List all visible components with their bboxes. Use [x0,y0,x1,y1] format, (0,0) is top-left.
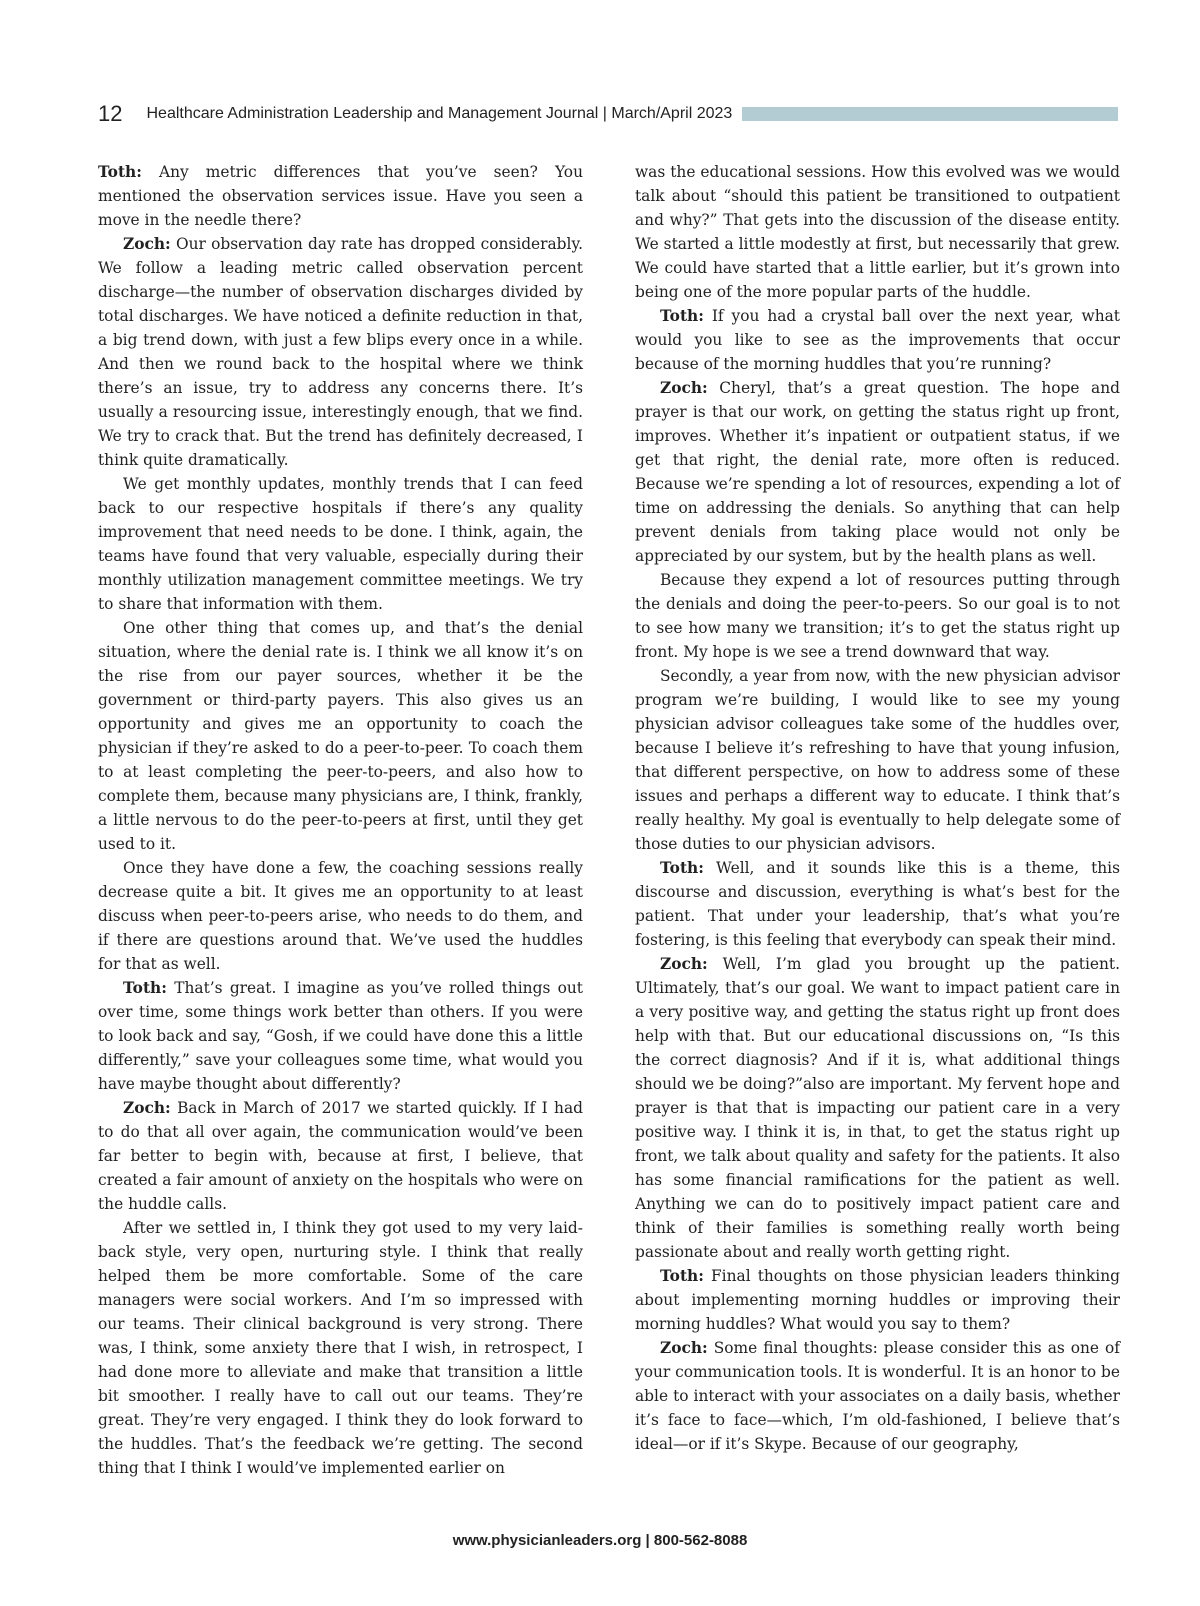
page-header [98,100,1118,128]
paragraph [98,856,583,976]
paragraph-text: Some final thoughts: please consider this as one of your communication tools. It is wonderful. It is an honor to be able to interact with your associates on a daily basis, whether it’s face to face—which, I’m old-fashioned, I believe that’s ideal—or if it’s Skype. Because of our geography, [635,1339,1120,1453]
paragraph [635,304,1120,376]
paragraph-text: Once they have done a few, the coaching sessions really decrease quite a bit. It gives me an opportunity to at least discuss when peer-to-peers arise, who needs to do them, and if there are questions around that. We’ve used the huddles for that as well. [98,859,583,973]
speaker-label: Toth: [123,979,167,997]
speaker-label: Zoch: [123,1099,171,1117]
paragraph [635,160,1120,304]
paragraph-text: Final thoughts on those physician leaders thinking about implementing morning huddles or improving their morning huddles? What would you say to them? [635,1267,1120,1333]
article-body [98,160,1120,1510]
paragraph-text: Back in March of 2017 we started quickly. If I had to do that all over again, the communication would’ve been far better to begin with, because at first, I believe, that created a fair amount of anxiety on the hospitals who were on the huddle calls. [98,1099,583,1213]
paragraph [635,568,1120,664]
paragraph-text: Any metric differences that you’ve seen? You mentioned the observation services issue. Have you seen a move in the needle there? [98,163,583,229]
speaker-label: Toth: [98,163,142,181]
paragraph-text: Cheryl, that’s a great question. The hope and prayer is that our work, on getting the status right up front, improves. Whether it’s inpatient or outpatient status, if we get that right, the denial rate, more often is reduced. Because we’re spending a lot of resources, expending a lot of time on addressing the denials. So anything that can help prevent denials from taking place would not only be appreciated by our system, but by the health plans as well. [635,379,1120,565]
paragraph [98,232,583,472]
page-number: 12 [98,101,123,126]
speaker-label: Zoch: [660,955,708,973]
speaker-label: Zoch: [660,1339,708,1357]
paragraph [635,376,1120,568]
left-column [98,160,583,1510]
header-accent-bar [742,107,1118,121]
paragraph-text: We get monthly updates, monthly trends that I can feed back to our respective hospitals if there’s any quality improvement that need needs to be done. I think, again, the teams have found that very valuable, especially during their monthly utilization management committee meetings. We try to share that information with them. [98,475,583,613]
paragraph [98,616,583,856]
speaker-label: Toth: [660,859,704,877]
journal-title: Healthcare Administration Leadership and Management Journal | March/April 2023 [146,105,733,122]
paragraph [98,160,583,232]
paragraph-text: If you had a crystal ball over the next year, what would you like to see as the improvements that occur because of the morning huddles that you’re running? [635,307,1120,373]
paragraph-text: Because they expend a lot of resources putting through the denials and doing the peer-to-peers. So our goal is to not to see how many we transition; it’s to get the status right up front. My hope is we see a trend downward that way. [635,571,1120,661]
paragraph [635,1264,1120,1336]
paragraph-text: That’s great. I imagine as you’ve rolled things out over time, some things work better than others. If you were to look back and say, “Gosh, if we could have done this a little differently,” save your colleagues some time, what would you have maybe thought about differently? [98,979,583,1093]
paragraph-text: Well, I’m glad you brought up the patient. Ultimately, that’s our goal. We want to impact patient care in a very positive way, and getting the status right up front does help with that. But our educational discussions on, “Is this the correct diagnosis? And if it is, what additional things should we be doing?”also are important. My fervent hope and prayer is that that is impacting our patient care in a very positive way. I think it is, in that, to get the status right up front, we talk about quality and safety for the patients. It also has some financial ramifications for the patient as well. Anything we can do to positively impact patient care and think of their families is something really worth being passionate about and really worth getting right. [635,955,1120,1261]
page-footer: www.physicianleaders.org | 800-562-8088 [452,1532,748,1549]
right-column [635,160,1120,1510]
paragraph [98,1096,583,1216]
paragraph-text: was the educational sessions. How this evolved was we would talk about “should this patient be transitioned to outpatient and why?” That gets into the discussion of the disease entity. We started a little modestly at first, but necessarily that grew. We could have started that a little earlier, but it’s grown into being one of the more popular parts of the huddle. [635,163,1120,301]
speaker-label: Toth: [660,1267,704,1285]
paragraph [635,1336,1120,1456]
paragraph-text: Our observation day rate has dropped considerably. We follow a leading metric called observation percent discharge—the number of observation discharges divided by total discharges. We have noticed a definite reduction in that, a big trend down, with just a few blips every once in a while. And then we round back to the hospital where we think there’s an issue, try to address any concerns there. It’s usually a resourcing issue, interestingly enough, that we find. We try to crack that. But the trend has definitely decreased, I think quite dramatically. [98,235,583,469]
paragraph-text: Well, and it sounds like this is a theme, this discourse and discussion, everything is what’s best for the patient. That under your leadership, that’s what you’re fostering, is this feeling that everybody can speak their mind. [635,859,1120,949]
paragraph-text: Secondly, a year from now, with the new physician advisor program we’re building, I would like to see my young physician advisor colleagues take some of the huddles over, because I believe it’s refreshing to have that young infusion, that different perspective, on how to address some of these issues and perhaps a different way to educate. I think that’s really healthy. My goal is eventually to help delegate some of those duties to our physician advisors. [635,667,1120,853]
paragraph [635,952,1120,1264]
paragraph [635,664,1120,856]
speaker-label: Zoch: [660,379,708,397]
paragraph [98,472,583,616]
paragraph [98,976,583,1096]
speaker-label: Toth: [660,307,704,325]
paragraph [98,1216,583,1480]
paragraph-text: After we settled in, I think they got used to my very laid-back style, very open, nurturing style. I think that really helped them be more comfortable. Some of the care managers were social workers. And I’m so impressed with our teams. Their clinical background is very strong. There was, I think, some anxiety there that I wish, in retrospect, I had done more to alleviate and make that transition a little bit smoother. I really have to call out our teams. They’re great. They’re very engaged. I think they do look forward to the huddles. That’s the feedback we’re getting. The second thing that I think I would’ve implemented earlier on [98,1219,583,1477]
paragraph-text: One other thing that comes up, and that’s the denial situation, where the denial rate is. I think we all know it’s on the rise from our payer sources, whether it be the government or third-party payers. This also gives us an opportunity and gives me an opportunity to coach the physician if they’re asked to do a peer-to-peer. To coach them to at least completing the peer-to-peers, and also how to complete them, because many physicians are, I think, frankly, a little nervous to do the peer-to-peers at first, until they get used to it. [98,619,583,853]
speaker-label: Zoch: [123,235,171,253]
paragraph [635,856,1120,952]
